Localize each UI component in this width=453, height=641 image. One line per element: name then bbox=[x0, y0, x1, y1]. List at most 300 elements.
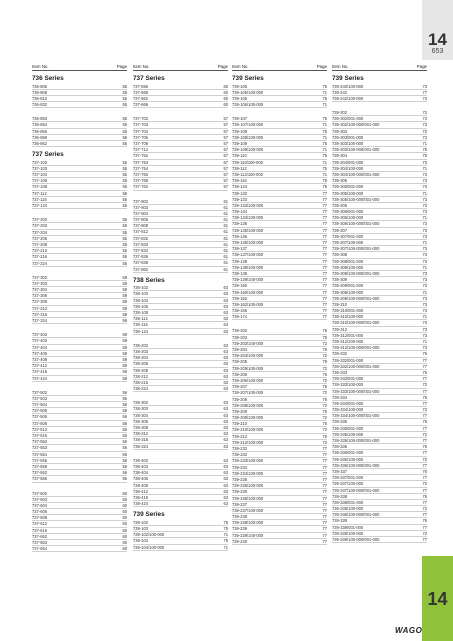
page-ref: 72 bbox=[322, 439, 327, 445]
page-ref: 72 bbox=[422, 431, 427, 437]
page-ref: 75 bbox=[322, 95, 327, 101]
item-number: 737-108 bbox=[32, 184, 48, 190]
item-number: 739-109 bbox=[232, 141, 248, 146]
page-ref: 60 bbox=[122, 546, 127, 552]
item-number: 739-133/100-000 bbox=[232, 202, 264, 208]
page-ref: 63 bbox=[223, 501, 228, 507]
page-ref: 77 bbox=[422, 363, 427, 369]
item-number: 737-554 bbox=[32, 451, 48, 457]
page-ref: 73 bbox=[422, 196, 427, 202]
page-ref: 77 bbox=[422, 537, 427, 542]
page-ref: 73 bbox=[422, 320, 427, 326]
item-number: 737-762 bbox=[133, 184, 149, 190]
item-number: 737-616 bbox=[32, 527, 48, 533]
item-number: 739-212 bbox=[232, 433, 248, 439]
page-ref: 75 bbox=[322, 141, 327, 146]
page-ref: 55 bbox=[122, 223, 127, 229]
item-number: 736-806 bbox=[32, 83, 48, 89]
page-ref: 75 bbox=[322, 83, 327, 89]
item-number: 739-238/100-000 bbox=[232, 520, 264, 526]
item-number: 739-302 bbox=[332, 110, 348, 116]
page-ref: 63 bbox=[223, 367, 228, 373]
page-ref: 77 bbox=[322, 252, 327, 258]
item-number: 738-204 bbox=[133, 355, 149, 361]
page-ref: 76 bbox=[322, 347, 327, 352]
item-number: 739-107 bbox=[232, 116, 248, 122]
page-ref: 77 bbox=[322, 264, 327, 270]
page-ref: 72 bbox=[322, 377, 327, 383]
page-ref: 56 bbox=[122, 457, 127, 463]
item-number: 739-110 bbox=[232, 153, 247, 159]
page-ref: 55 bbox=[122, 95, 127, 101]
item-number: 737-654 bbox=[32, 546, 48, 552]
page-ref: 55 bbox=[122, 122, 127, 128]
item-number: 739-204/100-000 bbox=[232, 353, 264, 359]
item-number: 739-339/100-000 bbox=[332, 530, 364, 536]
item-number: 739-308 bbox=[332, 252, 348, 258]
item-number: 737-504 bbox=[32, 402, 48, 408]
item-number: 738-103 bbox=[133, 291, 149, 297]
item-number: 736-856 bbox=[32, 128, 48, 134]
page-ref: 75 bbox=[223, 525, 228, 531]
page-ref: 77 bbox=[422, 462, 427, 468]
page-ref: 71 bbox=[223, 532, 228, 538]
item-number: 737-103 bbox=[32, 165, 48, 171]
item-number: 737-606 bbox=[32, 509, 48, 515]
item-number: 737-662 bbox=[133, 95, 149, 101]
page-ref: 57 bbox=[223, 165, 228, 171]
item-number: 739-138/100-000 bbox=[232, 264, 264, 270]
item-number: 739-302/100-000/001-000 bbox=[332, 122, 380, 128]
page-ref: 60 bbox=[223, 83, 228, 89]
item-number: 739-105/100-000 bbox=[232, 89, 264, 95]
page-ref: 55 bbox=[122, 89, 127, 95]
item-number: 738-312 bbox=[133, 431, 149, 437]
page-ref: 63 bbox=[223, 361, 228, 367]
page-ref: 63 bbox=[223, 412, 228, 418]
page-ref: 63 bbox=[223, 322, 228, 328]
item-number: 736-812 bbox=[32, 95, 48, 101]
item-number: 739-240 bbox=[232, 538, 248, 544]
page-ref: 73 bbox=[422, 332, 427, 338]
item-number: 737-566 bbox=[32, 476, 48, 482]
page-ref: 77 bbox=[322, 501, 327, 507]
index-column-4 bbox=[332, 64, 427, 543]
page-ref: 77 bbox=[322, 526, 327, 532]
page-ref: 57 bbox=[223, 184, 228, 190]
page-ref: 71 bbox=[322, 102, 327, 108]
item-number: 739-337/001-000 bbox=[332, 475, 364, 481]
page-ref: 61 bbox=[223, 210, 228, 216]
page-ref: 73 bbox=[422, 171, 427, 177]
page-ref: 76 bbox=[422, 369, 427, 375]
page-ref: 77 bbox=[322, 233, 327, 239]
item-number: 739-208 bbox=[232, 396, 248, 402]
header-page: Page bbox=[116, 64, 127, 69]
item-number: 737-704 bbox=[133, 128, 149, 134]
item-number: 739-337/100-000 bbox=[332, 481, 364, 487]
item-number: 737-202 bbox=[32, 217, 48, 223]
page-ref: 63 bbox=[223, 482, 228, 488]
item-number: 739-312 bbox=[332, 326, 348, 332]
page-ref: 72 bbox=[422, 128, 427, 134]
item-number: 739-203/100-000 bbox=[232, 340, 264, 346]
item-number: 739-239 bbox=[232, 526, 248, 532]
item-number: 737-602 bbox=[32, 490, 48, 496]
page-ref: 77 bbox=[422, 89, 427, 95]
item-number: 739-134 bbox=[232, 209, 248, 215]
item-number: 738-406 bbox=[133, 476, 149, 482]
page-ref: 76 bbox=[422, 394, 427, 400]
page-ref: 61 bbox=[223, 217, 228, 223]
page-ref: 61 bbox=[223, 248, 228, 253]
item-number: 737-512 bbox=[32, 426, 48, 432]
item-number: 737-804 bbox=[133, 210, 149, 216]
page-ref: 76 bbox=[422, 518, 427, 524]
item-number: 737-802 bbox=[133, 198, 149, 204]
page-ref: 77 bbox=[322, 446, 327, 451]
item-number: 739-139 bbox=[232, 270, 248, 276]
page-ref: 55 bbox=[122, 241, 127, 247]
series-heading: 738 Series bbox=[133, 276, 165, 284]
page-ref: 77 bbox=[322, 215, 327, 221]
page-ref: 61 bbox=[223, 223, 228, 229]
group-gap bbox=[32, 324, 127, 332]
page-ref: 55 bbox=[122, 184, 127, 190]
item-number: 737-212 bbox=[32, 248, 48, 254]
series-heading: 739 Series bbox=[332, 75, 364, 82]
item-number: 737-116 bbox=[32, 196, 47, 202]
page-ref: 71 bbox=[422, 190, 427, 196]
item-number: 737-112 bbox=[32, 190, 47, 196]
index-row bbox=[32, 546, 127, 552]
item-number: 737-703 bbox=[133, 122, 149, 128]
group-gap bbox=[133, 335, 228, 343]
item-number: 739-309/001-000 bbox=[332, 283, 364, 289]
page-ref: 61 bbox=[223, 254, 228, 260]
item-number: 737-316 bbox=[32, 311, 48, 317]
item-number: 739-137/100-000 bbox=[232, 252, 264, 258]
page-ref: 71 bbox=[322, 134, 327, 140]
item-number: 739-232 bbox=[232, 446, 248, 451]
page-ref: 77 bbox=[422, 357, 427, 363]
page-ref: 55 bbox=[122, 134, 127, 140]
page-ref: 59 bbox=[122, 338, 127, 344]
page-ref: 59 bbox=[122, 318, 127, 323]
item-number: 739-332/001-000 bbox=[332, 357, 364, 363]
item-number: 737-224 bbox=[32, 260, 48, 266]
page-ref: 56 bbox=[122, 439, 127, 445]
page-ref: 63 bbox=[223, 355, 228, 361]
item-number: 738-304 bbox=[133, 412, 149, 418]
item-number: 738-316 bbox=[133, 437, 149, 443]
page-ref: 71 bbox=[322, 147, 327, 153]
page-ref: 59 bbox=[122, 280, 127, 286]
page-ref: 56 bbox=[122, 476, 127, 482]
item-number: 739-338 bbox=[332, 493, 348, 499]
page-ref: 77 bbox=[322, 464, 327, 470]
item-number: 736-808 bbox=[32, 89, 48, 95]
item-number: 738-424 bbox=[133, 501, 149, 507]
page-ref: 59 bbox=[122, 274, 127, 280]
item-number: 737-102 bbox=[32, 159, 48, 165]
item-number: 739-237 bbox=[232, 501, 248, 507]
item-number: 739-338/001-000 bbox=[332, 499, 364, 505]
item-number: 739-302/001-000 bbox=[332, 116, 364, 122]
item-number: 739-307/001-000 bbox=[332, 233, 364, 239]
item-number: 739-236/100-000 bbox=[232, 495, 264, 501]
item-number: 739-312/100-000 bbox=[332, 339, 364, 344]
page-ref: 76 bbox=[422, 468, 427, 474]
page-ref: 72 bbox=[422, 382, 427, 388]
item-number: 737-552 bbox=[32, 439, 48, 445]
item-number: 739-162 bbox=[232, 295, 248, 301]
item-number: 737-403 bbox=[32, 338, 48, 344]
item-number: 739-124 bbox=[232, 184, 248, 190]
item-number: 737-502 bbox=[32, 389, 48, 395]
page-ref: 77 bbox=[322, 470, 327, 476]
item-number: 737-753 bbox=[133, 159, 149, 165]
item-number: 737-106 bbox=[32, 178, 48, 184]
item-number: 737-304 bbox=[32, 287, 48, 293]
index-row bbox=[133, 267, 228, 273]
item-number: 738-206 bbox=[133, 361, 149, 367]
page-ref: 75 bbox=[422, 147, 427, 153]
item-number: 739-333 bbox=[332, 369, 348, 375]
item-number: 739-334/001-000 bbox=[332, 400, 364, 406]
group-gap bbox=[133, 191, 228, 199]
item-number: 737-208 bbox=[32, 241, 48, 247]
item-number: 739-333/100-000/001-000 bbox=[332, 388, 380, 394]
series-heading: 739 Series bbox=[232, 75, 264, 82]
page-ref: 77 bbox=[322, 246, 327, 252]
page-ref: 77 bbox=[322, 520, 327, 526]
page-ref: 72 bbox=[322, 390, 327, 396]
page-ref: 55 bbox=[122, 102, 127, 108]
page-ref: 61 bbox=[223, 235, 228, 241]
page-ref: 59 bbox=[122, 363, 127, 369]
item-number: 738-403 bbox=[133, 463, 149, 469]
page-ref: 77 bbox=[322, 458, 327, 464]
page-ref: 77 bbox=[322, 289, 327, 295]
page-ref: 73 bbox=[422, 258, 427, 264]
item-number: 739-206 bbox=[232, 371, 248, 377]
item-number: 739-336/001-000 bbox=[332, 450, 364, 456]
item-number: 739-339 bbox=[332, 518, 348, 524]
item-number: 737-708 bbox=[133, 141, 149, 146]
page-ref: 55 bbox=[122, 235, 127, 241]
item-number: 737-834 bbox=[133, 248, 149, 253]
item-number: 739-310/100-000/001-000 bbox=[332, 320, 380, 326]
page-ref: 63 bbox=[223, 494, 228, 500]
page-ref: 75 bbox=[322, 165, 327, 171]
item-number: 737-702 bbox=[133, 116, 149, 122]
item-number: 739-104 bbox=[133, 538, 149, 544]
page-ref: 77 bbox=[422, 425, 427, 431]
page-ref: 72 bbox=[322, 402, 327, 408]
page-ref: 57 bbox=[223, 128, 228, 134]
page-ref: 56 bbox=[122, 420, 127, 426]
page-ref: 77 bbox=[322, 196, 327, 202]
item-number: 739-205/100-000 bbox=[232, 365, 264, 371]
page-ref: 77 bbox=[422, 400, 427, 406]
page-ref: 59 bbox=[122, 332, 127, 338]
page-ref: 77 bbox=[322, 227, 327, 233]
page-ref: 72 bbox=[322, 365, 327, 371]
page-ref: 71 bbox=[422, 215, 427, 221]
page-ref: 59 bbox=[122, 293, 127, 299]
page-ref: 63 bbox=[223, 342, 228, 348]
page-ref: 61 bbox=[223, 241, 228, 247]
page-ref: 77 bbox=[322, 483, 327, 489]
item-number: 739-338/100-000/001-000 bbox=[332, 512, 380, 518]
page-ref: 77 bbox=[322, 258, 327, 264]
page-ref: 73 bbox=[422, 233, 427, 239]
page-ref: 55 bbox=[122, 260, 127, 266]
page-ref: 55 bbox=[122, 190, 127, 196]
item-number: 739-337/100-000/001-000 bbox=[332, 487, 380, 493]
group-gap bbox=[32, 108, 127, 116]
page-ref: 77 bbox=[322, 240, 327, 245]
item-number: 738-306 bbox=[133, 418, 149, 424]
page-ref: 71 bbox=[422, 339, 427, 344]
item-number: 736-854 bbox=[32, 122, 48, 128]
page-ref: 76 bbox=[322, 408, 327, 414]
item-number: 737-808 bbox=[133, 223, 149, 229]
item-number: 739-104/100-000 bbox=[133, 544, 165, 550]
page-ref: 73 bbox=[422, 246, 427, 252]
item-number: 739-333/100-000 bbox=[332, 382, 364, 388]
page-ref: 77 bbox=[322, 295, 327, 301]
page-ref: 71 bbox=[422, 314, 427, 320]
item-number: 739-139/100-000 bbox=[232, 277, 264, 283]
item-number: 739-162/100-000 bbox=[232, 301, 264, 307]
page-ref: 77 bbox=[322, 270, 327, 276]
page-ref: 71 bbox=[422, 165, 427, 171]
item-number: 739-337 bbox=[332, 468, 348, 474]
item-number: 739-309/100-000/001-000 bbox=[332, 295, 380, 301]
page-ref: 59 bbox=[122, 350, 127, 356]
item-number: 737-306 bbox=[32, 293, 48, 299]
item-number: 737-206 bbox=[32, 235, 48, 241]
page-ref: 76 bbox=[322, 384, 327, 390]
item-number: 739-234/100-000 bbox=[232, 470, 264, 476]
page-ref: 71 bbox=[322, 89, 327, 95]
page-ref: 77 bbox=[422, 438, 427, 443]
page-ref: 61 bbox=[223, 204, 228, 210]
item-number: 736-858 bbox=[32, 134, 48, 140]
index-column-3 bbox=[232, 64, 327, 545]
index-row bbox=[32, 141, 127, 147]
item-number: 737-833 bbox=[133, 241, 149, 247]
item-number: 739-235/100-000 bbox=[232, 483, 264, 489]
item-number: 739-137 bbox=[232, 246, 248, 252]
page-ref: 57 bbox=[223, 134, 228, 140]
series-heading: 737 Series bbox=[133, 75, 165, 82]
item-number: 739-307/100-000/001-000 bbox=[332, 246, 380, 252]
page-ref: 73 bbox=[422, 277, 427, 283]
page-ref: 61 bbox=[223, 260, 228, 266]
item-number: 737-832 bbox=[133, 235, 149, 241]
item-number: 737-712 bbox=[133, 147, 149, 153]
page-ref: 56 bbox=[122, 445, 127, 451]
page-ref: 77 bbox=[322, 514, 327, 520]
page-ref: 63 bbox=[223, 328, 228, 334]
item-number: 739-336/100-000/001-000 bbox=[332, 462, 380, 468]
group-gap bbox=[32, 209, 127, 217]
item-number: 739-305/100-000 bbox=[332, 190, 364, 196]
page-ref: 77 bbox=[322, 495, 327, 501]
wago-logo: WAGO bbox=[395, 626, 423, 635]
page-ref: 71 bbox=[223, 544, 228, 550]
item-number: 739-235 bbox=[232, 476, 248, 482]
item-number: 737-812 bbox=[133, 229, 149, 235]
item-number: 737-412 bbox=[32, 363, 48, 369]
page-ref: 59 bbox=[122, 305, 127, 311]
item-number: 738-104 bbox=[133, 297, 149, 303]
page-ref: 71 bbox=[422, 264, 427, 270]
item-number: 737-758 bbox=[133, 178, 149, 184]
item-number: 737-752 bbox=[133, 153, 149, 159]
item-number: 739-310/001-000 bbox=[332, 308, 364, 314]
page-ref: 59 bbox=[122, 299, 127, 305]
page-ref: 73 bbox=[422, 295, 427, 301]
page-ref: 63 bbox=[223, 386, 228, 392]
item-number: 739-304/001-000 bbox=[332, 159, 364, 165]
page-ref: 77 bbox=[322, 476, 327, 482]
page-ref: 75 bbox=[322, 128, 327, 134]
item-number: 739-105 bbox=[232, 83, 248, 89]
item-number: 739-116 bbox=[232, 178, 247, 184]
page-ref: 71 bbox=[422, 289, 427, 295]
page-ref: 57 bbox=[223, 116, 228, 122]
page-ref: 60 bbox=[122, 527, 127, 533]
page-ref: 73 bbox=[422, 270, 427, 276]
item-number: 739-160 bbox=[232, 283, 248, 289]
page-ref: 63 bbox=[223, 437, 228, 443]
page-ref: 60 bbox=[223, 95, 228, 101]
page-ref: 56 bbox=[122, 451, 127, 457]
page-ref: 59 bbox=[122, 344, 127, 350]
item-number: 739-308/100-000/001-000 bbox=[332, 270, 380, 276]
page-ref: 57 bbox=[223, 153, 228, 159]
item-number: 737-803 bbox=[133, 204, 149, 210]
page-ref: 57 bbox=[223, 122, 228, 128]
item-number: 737-652 bbox=[32, 533, 48, 539]
page-ref: 77 bbox=[422, 487, 427, 493]
page-ref: 63 bbox=[223, 418, 228, 424]
page-ref: 60 bbox=[122, 502, 127, 508]
item-number: 739-108 bbox=[232, 128, 248, 134]
item-number: 739-338/100-000 bbox=[332, 506, 364, 512]
page-ref: 61 bbox=[223, 266, 228, 272]
page-ref: 55 bbox=[122, 172, 127, 178]
page-ref: 63 bbox=[223, 285, 228, 291]
item-number: 739-106 bbox=[232, 95, 248, 101]
page-ref: 57 bbox=[223, 178, 228, 184]
item-number: 739-305/100-000/001-000 bbox=[332, 196, 380, 202]
page-ref: 63 bbox=[223, 297, 228, 303]
item-number: 737-656 bbox=[133, 83, 149, 89]
item-number: 739-336 bbox=[332, 444, 348, 450]
item-number: 739-210/100-000 bbox=[232, 427, 264, 433]
item-number: 739-233 bbox=[232, 452, 248, 458]
item-number: 737-506 bbox=[32, 414, 48, 420]
page-ref: 77 bbox=[322, 221, 327, 227]
page-ref: 73 bbox=[422, 308, 427, 314]
column-header bbox=[32, 64, 127, 71]
page-ref: 77 bbox=[322, 314, 327, 320]
